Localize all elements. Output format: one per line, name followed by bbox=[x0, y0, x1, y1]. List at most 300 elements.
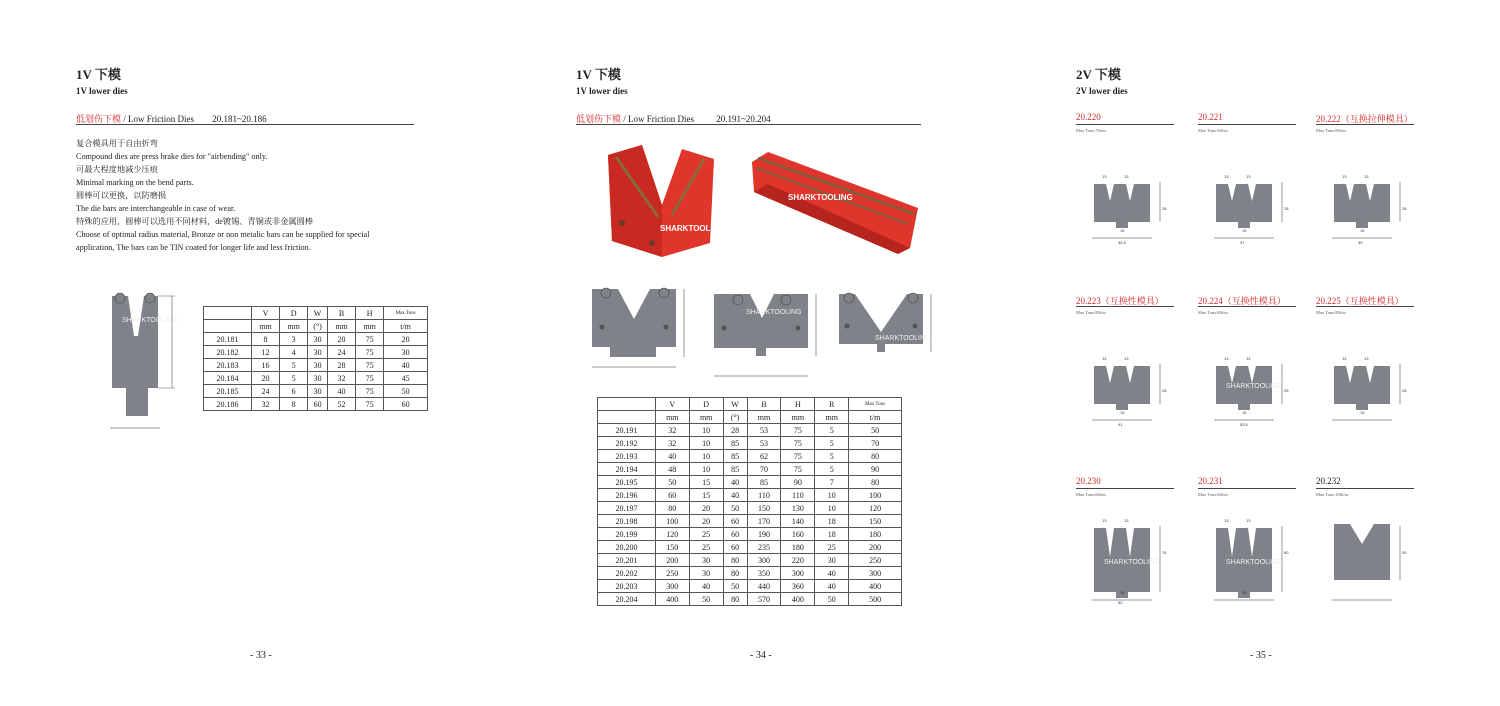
table-cell: 220 bbox=[781, 554, 815, 567]
product-photo-die-block bbox=[602, 145, 725, 260]
dimension-label: 13 bbox=[1246, 356, 1251, 361]
page-34 bbox=[500, 0, 1000, 706]
table-unit bbox=[204, 320, 252, 333]
table-cell: 18 bbox=[815, 515, 849, 528]
table-cell: 20.183 bbox=[204, 359, 252, 372]
watermark-text: SHARKTOOLING bbox=[746, 309, 802, 316]
table-header: Max Tons bbox=[849, 398, 902, 411]
dimension-label: 15 bbox=[1120, 228, 1125, 233]
table-cell: 12 bbox=[252, 346, 280, 359]
page-title: 1V 下模 bbox=[76, 67, 121, 82]
table-cell: 80 bbox=[655, 502, 689, 515]
watermark-text: SHARKTOOLING bbox=[788, 193, 853, 202]
table-row bbox=[598, 541, 902, 554]
table-cell: 60 bbox=[723, 541, 747, 554]
die-profile-drawing bbox=[100, 276, 190, 436]
table-cell: 30 bbox=[384, 346, 428, 359]
table-cell: 20.186 bbox=[204, 398, 252, 411]
dimension-label: 13 bbox=[1364, 174, 1369, 179]
table-cell: 20.181 bbox=[204, 333, 252, 346]
dimension-label: 50 bbox=[1118, 600, 1123, 605]
die-code: 20.225（互换性模具） bbox=[1316, 294, 1414, 307]
table-cell: 60 bbox=[308, 398, 328, 411]
table-cell: 5 bbox=[815, 424, 849, 437]
dimension-label: 28 bbox=[1284, 206, 1289, 211]
table-cell: 235 bbox=[747, 541, 781, 554]
table-header: B bbox=[747, 398, 781, 411]
table-cell: 100 bbox=[849, 489, 902, 502]
section-en: / Low Friction Dies bbox=[621, 114, 695, 124]
desc-line: Compound dies are press brake dies for "airbending" only. bbox=[76, 152, 268, 161]
product-photo-segmented-die bbox=[748, 148, 923, 258]
table-cell: 25 bbox=[815, 541, 849, 554]
table-header: W bbox=[308, 307, 328, 320]
table-cell: 120 bbox=[849, 502, 902, 515]
table-cell: 85 bbox=[723, 450, 747, 463]
watermark-text: SHARKTOOLING bbox=[1104, 559, 1160, 566]
table-header: W bbox=[723, 398, 747, 411]
table-cell: 15 bbox=[689, 489, 723, 502]
table-cell: 30 bbox=[308, 346, 328, 359]
table-cell: 10 bbox=[689, 437, 723, 450]
table-cell: 400 bbox=[655, 593, 689, 606]
table-cell: 20 bbox=[384, 333, 428, 346]
watermark-text: SHARKTOOLING bbox=[875, 335, 931, 342]
table-cell: 53 bbox=[747, 437, 781, 450]
table-cell: 200 bbox=[849, 541, 902, 554]
table-cell: 85 bbox=[747, 476, 781, 489]
table-cell: 32 bbox=[655, 437, 689, 450]
table-body bbox=[204, 333, 428, 411]
table-cell: 24 bbox=[328, 346, 356, 359]
die-code: 20.223（互换性模具） bbox=[1076, 294, 1174, 307]
table-cell: 400 bbox=[849, 580, 902, 593]
page-title: 1V 下模 bbox=[576, 67, 621, 82]
dimension-label: 13 bbox=[1124, 356, 1129, 361]
table-cell: 20 bbox=[689, 502, 723, 515]
table-cell: 170 bbox=[747, 515, 781, 528]
dimension-label: 13 bbox=[1246, 174, 1251, 179]
section-cn: 低划伤下模 bbox=[576, 114, 622, 124]
table-cell: 5 bbox=[815, 437, 849, 450]
die-max-tons: Max Tons:80t/m bbox=[1316, 310, 1346, 315]
table-cell: 75 bbox=[781, 437, 815, 450]
dimension-label: 34.5 bbox=[1118, 240, 1126, 245]
table-cell: 10 bbox=[815, 489, 849, 502]
page-number: - 34 - bbox=[750, 650, 772, 661]
table-cell: 60 bbox=[384, 398, 428, 411]
table-cell: 5 bbox=[815, 450, 849, 463]
table-cell: 30 bbox=[308, 333, 328, 346]
table-cell: 75 bbox=[356, 346, 384, 359]
die-drawing-2 bbox=[710, 282, 825, 382]
table-unit: mm bbox=[655, 411, 689, 424]
table-cell: 40 bbox=[815, 567, 849, 580]
die-max-tons: Max Tons:80t/m bbox=[1316, 128, 1346, 133]
desc-line: Minimal marking on the bend parts. bbox=[76, 178, 194, 187]
table-cell: 20.197 bbox=[598, 502, 656, 515]
dimension-label: 15 bbox=[1242, 410, 1247, 415]
table-cell: 160 bbox=[781, 528, 815, 541]
table-row bbox=[598, 593, 902, 606]
table-cell: 40 bbox=[689, 580, 723, 593]
table-row bbox=[204, 372, 428, 385]
table-row bbox=[598, 437, 902, 450]
dimension-label: 41 bbox=[1118, 422, 1123, 427]
table-row bbox=[598, 450, 902, 463]
table-cell: 50 bbox=[849, 424, 902, 437]
dimension-label: 37 bbox=[1240, 240, 1245, 245]
table-cell: 75 bbox=[356, 372, 384, 385]
table-cell: 20.198 bbox=[598, 515, 656, 528]
table-row bbox=[598, 424, 902, 437]
description bbox=[76, 137, 426, 254]
die-drawing bbox=[1202, 342, 1292, 442]
dimension-label: 28 bbox=[1162, 388, 1167, 393]
table-cell: 20.194 bbox=[598, 463, 656, 476]
table-cell: 75 bbox=[356, 398, 384, 411]
table-cell: 32 bbox=[252, 398, 280, 411]
table-header: V bbox=[655, 398, 689, 411]
table-cell: 50 bbox=[815, 593, 849, 606]
table-cell: 80 bbox=[723, 554, 747, 567]
table-unit: t/m bbox=[384, 320, 428, 333]
dimension-label: 13 bbox=[1124, 518, 1129, 523]
table-cell: 150 bbox=[655, 541, 689, 554]
die-code: 20.230 bbox=[1076, 476, 1174, 489]
table-header bbox=[598, 398, 656, 411]
page-number: - 35 - bbox=[1250, 650, 1272, 661]
table-unit: (°) bbox=[723, 411, 747, 424]
table-cell: 60 bbox=[723, 528, 747, 541]
dimension-label: 13 bbox=[1102, 518, 1107, 523]
table-row bbox=[598, 554, 902, 567]
table-cell: 20.201 bbox=[598, 554, 656, 567]
table-cell: 75 bbox=[356, 359, 384, 372]
table-cell: 28 bbox=[328, 359, 356, 372]
die-max-tons: Max Tons:80t/m bbox=[1076, 310, 1106, 315]
table-cell: 85 bbox=[723, 463, 747, 476]
table-unit: (°) bbox=[308, 320, 328, 333]
table-row bbox=[598, 580, 902, 593]
dimension-label: 13 bbox=[1246, 518, 1251, 523]
dimension-label: 15 bbox=[1360, 228, 1365, 233]
table-cell: 4 bbox=[280, 346, 308, 359]
dimension-label: 13 bbox=[1224, 356, 1229, 361]
spec-table bbox=[597, 397, 902, 606]
table-cell: 20 bbox=[328, 333, 356, 346]
table-cell: 85 bbox=[723, 437, 747, 450]
section-cn: 低划伤下模 bbox=[76, 114, 122, 124]
table-cell: 300 bbox=[781, 567, 815, 580]
desc-line: The die bars are interchangeable in case of wear. bbox=[76, 204, 236, 213]
die-drawing bbox=[1202, 504, 1292, 604]
table-cell: 8 bbox=[280, 398, 308, 411]
table-cell: 32 bbox=[655, 424, 689, 437]
dimension-label: 30 bbox=[1402, 550, 1407, 555]
table-cell: 440 bbox=[747, 580, 781, 593]
dimension-label: 15 bbox=[1242, 590, 1247, 595]
table-cell: 80 bbox=[849, 450, 902, 463]
page-subtitle: 1V lower dies bbox=[576, 86, 628, 96]
table-cell: 30 bbox=[689, 554, 723, 567]
table-cell: 45 bbox=[384, 372, 428, 385]
table-cell: 20.185 bbox=[204, 385, 252, 398]
table-header: B bbox=[328, 307, 356, 320]
table-cell: 40 bbox=[723, 476, 747, 489]
dimension-label: 53.5 bbox=[1240, 422, 1248, 427]
section-range: 20.181~20.186 bbox=[212, 114, 267, 124]
table-cell: 28 bbox=[723, 424, 747, 437]
table-cell: 50 bbox=[723, 580, 747, 593]
die-drawing bbox=[1320, 504, 1410, 604]
table-cell: 200 bbox=[655, 554, 689, 567]
table-cell: 30 bbox=[308, 385, 328, 398]
table-cell: 20.202 bbox=[598, 567, 656, 580]
table-header: D bbox=[689, 398, 723, 411]
table-header: Max Tons bbox=[384, 307, 428, 320]
die-max-tons: Max Tons:60t/m bbox=[1076, 492, 1106, 497]
table-unit: mm bbox=[356, 320, 384, 333]
table-cell: 30 bbox=[689, 567, 723, 580]
desc-line: 复合模具用于自由折弯 bbox=[76, 139, 158, 148]
dimension-label: 15 bbox=[1360, 410, 1365, 415]
watermark-text: SHARKTOOLING bbox=[660, 224, 725, 233]
table-cell: 20 bbox=[689, 515, 723, 528]
table-cell: 130 bbox=[781, 502, 815, 515]
dimension-label: 28 bbox=[1162, 206, 1167, 211]
watermark-text: SHARKTOOLING bbox=[1226, 383, 1282, 390]
dimension-label: 13 bbox=[1342, 174, 1347, 179]
table-cell: 5 bbox=[280, 359, 308, 372]
die-code: 20.220 bbox=[1076, 112, 1174, 125]
table-cell: 70 bbox=[849, 437, 902, 450]
table-cell: 360 bbox=[781, 580, 815, 593]
table-cell: 350 bbox=[747, 567, 781, 580]
die-code: 20.224（互换性模具） bbox=[1198, 294, 1296, 307]
desc-line: Choose of optimal radius material, Bronze or non metalic bars can be supplied for special bbox=[76, 230, 370, 239]
die-code: 20.222（互换拉伸模具） bbox=[1316, 114, 1413, 124]
table-cell: 15 bbox=[689, 476, 723, 489]
table-cell: 250 bbox=[655, 567, 689, 580]
desc-line: 特殊的应用，圆棒可以选用不同材料，de镀锡、青铜或非金属圆棒 bbox=[76, 217, 313, 226]
die-drawing bbox=[1320, 342, 1410, 442]
table-cell: 75 bbox=[356, 333, 384, 346]
table-cell: 48 bbox=[655, 463, 689, 476]
table-cell: 5 bbox=[280, 372, 308, 385]
table-cell: 50 bbox=[689, 593, 723, 606]
section-range: 20.191~20.204 bbox=[716, 114, 771, 124]
table-header: V bbox=[252, 307, 280, 320]
table-cell: 75 bbox=[781, 450, 815, 463]
dimension-label: 13 bbox=[1364, 356, 1369, 361]
table-cell: 20.191 bbox=[598, 424, 656, 437]
die-drawing bbox=[1080, 160, 1170, 260]
table-cell: 180 bbox=[781, 541, 815, 554]
table-cell: 50 bbox=[384, 385, 428, 398]
table-cell: 110 bbox=[781, 489, 815, 502]
dimension-label: 13 bbox=[1102, 356, 1107, 361]
table-row bbox=[598, 476, 902, 489]
table-cell: 150 bbox=[849, 515, 902, 528]
table-header: H bbox=[781, 398, 815, 411]
table-row bbox=[598, 502, 902, 515]
table-cell: 32 bbox=[328, 372, 356, 385]
table-header: D bbox=[280, 307, 308, 320]
table-cell: 20.192 bbox=[598, 437, 656, 450]
desc-line: application, The bars can be TIN coated for longer life and less friction. bbox=[76, 243, 311, 252]
table-cell: 18 bbox=[815, 528, 849, 541]
die-max-tons: Max Tons:70t/m bbox=[1076, 128, 1106, 133]
table-cell: 400 bbox=[781, 593, 815, 606]
svg-text:SHARKTOOLING: SHARKTOOLING bbox=[122, 317, 178, 324]
table-row bbox=[204, 333, 428, 346]
table-cell: 10 bbox=[689, 424, 723, 437]
table-cell: 90 bbox=[849, 463, 902, 476]
table-row bbox=[598, 528, 902, 541]
table-cell: 300 bbox=[849, 567, 902, 580]
table-row bbox=[598, 515, 902, 528]
table-body bbox=[598, 424, 902, 606]
die-max-tons: Max Tons:100t/m bbox=[1316, 492, 1348, 497]
page-number: - 33 - bbox=[250, 650, 272, 661]
table-cell: 250 bbox=[849, 554, 902, 567]
table-cell: 6 bbox=[280, 385, 308, 398]
table-cell: 62 bbox=[747, 450, 781, 463]
die-code: 20.232 bbox=[1316, 476, 1414, 489]
dimension-label: 13 bbox=[1124, 174, 1129, 179]
table-cell: 75 bbox=[781, 424, 815, 437]
dimension-label: 28 bbox=[1284, 388, 1289, 393]
table-cell: 52 bbox=[328, 398, 356, 411]
table-cell: 5 bbox=[815, 463, 849, 476]
die-drawing-3 bbox=[835, 282, 945, 382]
table-cell: 300 bbox=[655, 580, 689, 593]
table-cell: 40 bbox=[328, 385, 356, 398]
die-max-tons: Max Tons:80t/m bbox=[1198, 310, 1228, 315]
page-33 bbox=[0, 0, 500, 706]
desc-line: 可最大程度地减少压痕 bbox=[76, 165, 158, 174]
die-drawing bbox=[1320, 160, 1410, 260]
table-row bbox=[598, 463, 902, 476]
page-subtitle: 2V lower dies bbox=[1076, 86, 1128, 96]
table-cell: 140 bbox=[781, 515, 815, 528]
table-cell: 16 bbox=[252, 359, 280, 372]
table-unit: mm bbox=[815, 411, 849, 424]
die-max-tons: Max Tons:60t/m bbox=[1198, 492, 1228, 497]
table-cell: 24 bbox=[252, 385, 280, 398]
table-cell: 110 bbox=[747, 489, 781, 502]
table-unit: mm bbox=[252, 320, 280, 333]
table-cell: 3 bbox=[280, 333, 308, 346]
table-cell: 20.193 bbox=[598, 450, 656, 463]
dimension-label: 39 bbox=[1358, 240, 1363, 245]
table-cell: 190 bbox=[747, 528, 781, 541]
table-cell: 53 bbox=[747, 424, 781, 437]
table-cell: 25 bbox=[689, 541, 723, 554]
table-cell: 80 bbox=[723, 593, 747, 606]
table-cell: 20.199 bbox=[598, 528, 656, 541]
table-cell: 120 bbox=[655, 528, 689, 541]
table-header bbox=[204, 307, 252, 320]
table-unit: mm bbox=[747, 411, 781, 424]
table-cell: 40 bbox=[815, 580, 849, 593]
table-cell: 30 bbox=[308, 372, 328, 385]
table-unit: mm bbox=[689, 411, 723, 424]
dimension-label: 15 bbox=[1242, 228, 1247, 233]
dimension-label: 13 bbox=[1224, 174, 1229, 179]
table-cell: 30 bbox=[815, 554, 849, 567]
table-cell: 75 bbox=[781, 463, 815, 476]
table-cell: 20.184 bbox=[204, 372, 252, 385]
table-cell: 8 bbox=[252, 333, 280, 346]
die-drawing bbox=[1080, 504, 1170, 604]
dimension-label: 13 bbox=[1224, 518, 1229, 523]
die-max-tons: Max Tons:50t/m bbox=[1198, 128, 1228, 133]
table-cell: 90 bbox=[781, 476, 815, 489]
page-subtitle: 1V lower dies bbox=[76, 86, 128, 96]
die-code: 20.231 bbox=[1198, 476, 1296, 489]
dimension-label: 13 bbox=[1102, 174, 1107, 179]
table-cell: 30 bbox=[308, 359, 328, 372]
table-cell: 10 bbox=[815, 502, 849, 515]
table-cell: 500 bbox=[849, 593, 902, 606]
table-row bbox=[204, 359, 428, 372]
table-row bbox=[598, 489, 902, 502]
watermark-text: SHARKTOOLING bbox=[1226, 559, 1282, 566]
table-cell: 60 bbox=[655, 489, 689, 502]
table-cell: 20.196 bbox=[598, 489, 656, 502]
table-cell: 80 bbox=[849, 476, 902, 489]
die-code: 20.221 bbox=[1198, 112, 1296, 125]
table-cell: 40 bbox=[655, 450, 689, 463]
table-cell: 150 bbox=[747, 502, 781, 515]
table-cell: 570 bbox=[747, 593, 781, 606]
section-en: / Low Friction Dies bbox=[121, 114, 195, 124]
table-cell: 80 bbox=[723, 567, 747, 580]
table-cell: 50 bbox=[723, 502, 747, 515]
table-cell: 40 bbox=[723, 489, 747, 502]
table-unit: mm bbox=[280, 320, 308, 333]
die-drawing bbox=[1080, 342, 1170, 442]
table-cell: 7 bbox=[815, 476, 849, 489]
table-unit: mm bbox=[781, 411, 815, 424]
table-cell: 300 bbox=[747, 554, 781, 567]
dimension-label: 28 bbox=[1402, 206, 1407, 211]
table-header: H bbox=[356, 307, 384, 320]
spec-table bbox=[203, 306, 428, 411]
section-header bbox=[76, 112, 414, 125]
page-title: 2V 下模 bbox=[1076, 67, 1121, 82]
table-row bbox=[598, 567, 902, 580]
table-row bbox=[204, 398, 428, 411]
die-drawing-1 bbox=[588, 275, 693, 375]
table-row bbox=[204, 385, 428, 398]
dimension-label: 60 bbox=[1284, 550, 1289, 555]
table-cell: 10 bbox=[689, 450, 723, 463]
dimension-label: 13 bbox=[1342, 356, 1347, 361]
table-cell: 20.200 bbox=[598, 541, 656, 554]
table-cell: 40 bbox=[384, 359, 428, 372]
table-unit: t/m bbox=[849, 411, 902, 424]
die-drawing bbox=[1202, 160, 1292, 260]
dimension-label: 28 bbox=[1402, 388, 1407, 393]
table-cell: 20.204 bbox=[598, 593, 656, 606]
table-cell: 100 bbox=[655, 515, 689, 528]
dimension-label: 76 bbox=[1162, 550, 1167, 555]
desc-line: 圆棒可以更换，以防磨损 bbox=[76, 191, 167, 200]
section-header bbox=[576, 112, 921, 125]
